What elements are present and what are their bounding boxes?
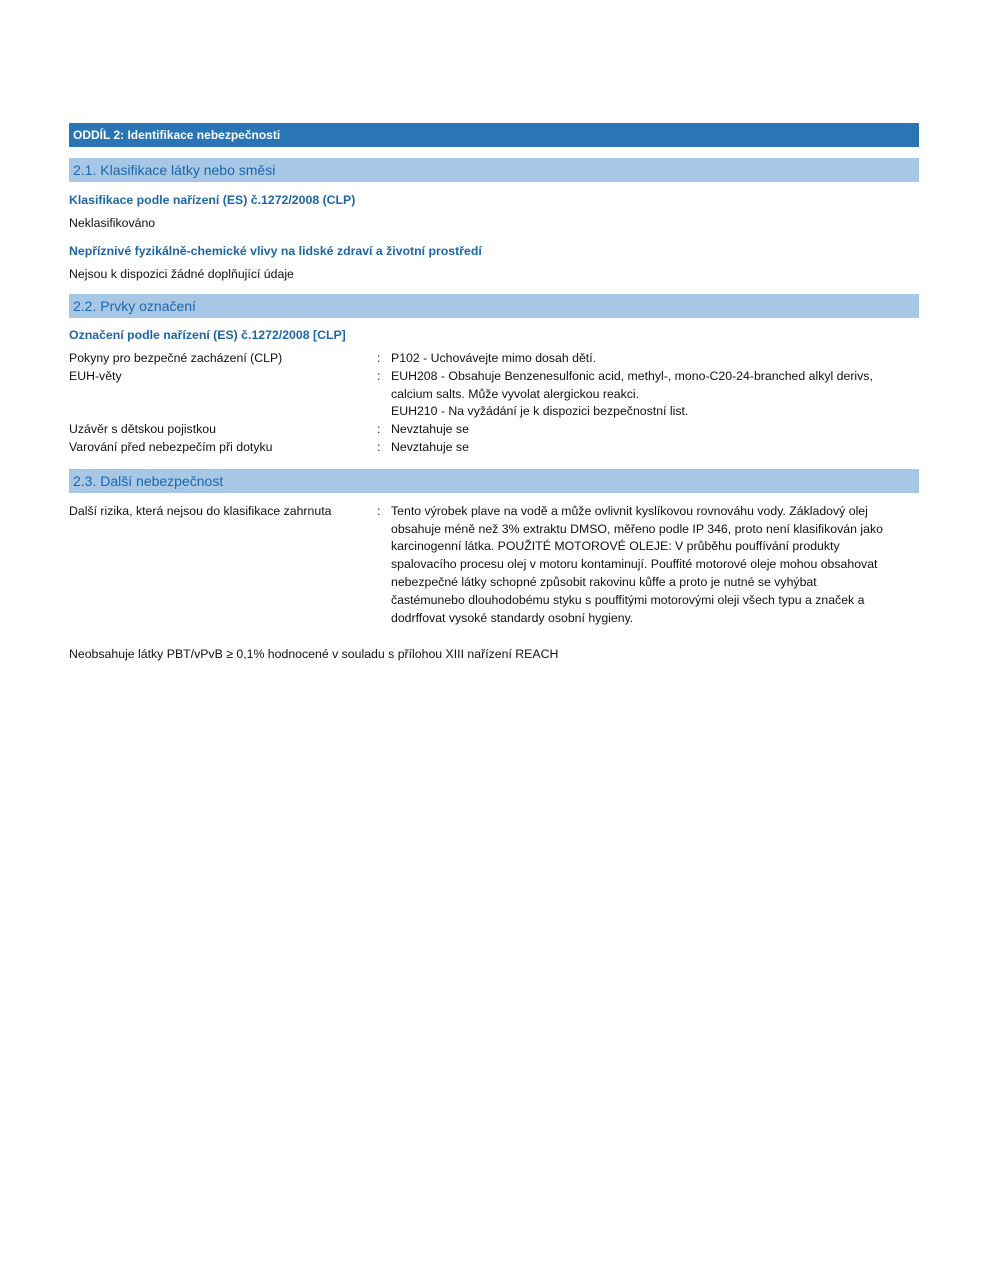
- value-line: Nevztahuje se: [391, 439, 469, 454]
- value-line: EUH210 - Na vyžádání je k dispozici bezpečnostní list.: [391, 404, 689, 419]
- row-label: Varování před nebezpečím při dotyku: [69, 439, 273, 454]
- labelling-row: [69, 421, 919, 439]
- row-label: Další rizika, která nejsou do klasifikace zahrnuta: [69, 503, 332, 518]
- row-colon: :: [377, 439, 381, 454]
- value-line: nebezpečné látky schopné způsobit rakovinu kůffe a proto je nutné se vyhýbat: [391, 574, 817, 589]
- row-colon: :: [377, 368, 381, 383]
- labelling-heading: Označení podle nařízení (ES) č.1272/2008 [CLP]: [69, 328, 346, 342]
- subsection-header-2-2: 2.2. Prvky označení: [69, 294, 919, 318]
- value-line: EUH208 - Obsahuje Benzenesulfonic acid, methyl-, mono-C20-24-branched alkyl derivs,: [391, 368, 873, 383]
- row-value: [391, 439, 919, 457]
- value-line: dodrffovat vysoké standardy osobní hygieny.: [391, 610, 634, 625]
- row-colon: :: [377, 503, 381, 518]
- clp-classification-value: Neklasifikováno: [69, 216, 156, 230]
- row-label: EUH-věty: [69, 368, 122, 383]
- clp-classification-heading: Klasifikace podle nařízení (ES) č.1272/2008 (CLP): [69, 193, 356, 207]
- section-header: ODDÍL 2: Identifikace nebezpečnosti: [69, 123, 919, 147]
- row-value: [391, 421, 919, 439]
- row-value: [391, 368, 919, 421]
- value-line: Nevztahuje se: [391, 422, 469, 437]
- value-line: calcium salts. Může vyvolat alergickou reakci.: [391, 386, 640, 401]
- labelling-row: [69, 368, 919, 421]
- adverse-effects-value: Nejsou k dispozici žádné doplňující údaje: [69, 267, 294, 281]
- row-colon: :: [377, 422, 381, 437]
- document-page: [69, 123, 919, 662]
- value-line: spalovacího procesu olej v motoru kontaminují. Pouffité motorové oleje mohou obsahovat: [391, 557, 878, 572]
- other-hazards-row: [69, 503, 919, 628]
- subsection-header-2-1: 2.1. Klasifikace látky nebo směsi: [69, 158, 919, 182]
- subsection-header-2-3: 2.3. Další nebezpečnost: [69, 469, 919, 493]
- pbt-note: Neobsahuje látky PBT/vPvB ≥ 0,1% hodnocené v souladu s přílohou XIII nařízení REACH: [69, 647, 559, 662]
- row-label: Pokyny pro bezpečné zacházení (CLP): [69, 351, 283, 365]
- labelling-row: [69, 350, 919, 368]
- value-line: častémunebo dlouhodobému styku s pouffitými motorovými oleji všech typu a značek a: [391, 592, 865, 607]
- row-value: [391, 503, 919, 628]
- labelling-row: [69, 439, 919, 457]
- value-line: P102 - Uchovávejte mimo dosah dětí.: [391, 351, 597, 365]
- value-line: Tento výrobek plave na vodě a může ovlivnit kyslíkovou rovnováhu vody. Základový olej: [391, 503, 868, 518]
- adverse-effects-heading: Nepříznivé fyzikálně-chemické vlivy na lidské zdraví a životní prostředí: [69, 244, 482, 258]
- row-label: Uzávěr s dětskou pojistkou: [69, 422, 216, 437]
- row-value: [391, 350, 919, 368]
- row-colon: :: [377, 351, 381, 365]
- value-line: karcinogenní látka. POUŽITÉ MOTOROVÉ OLEJE: V průběhu pouffívání produkty: [391, 539, 840, 554]
- value-line: obsahuje méně než 3% extraktu DMSO, měřeno podle IP 346, proto není klasifikován jako: [391, 521, 883, 536]
- labelling-table: [69, 350, 919, 457]
